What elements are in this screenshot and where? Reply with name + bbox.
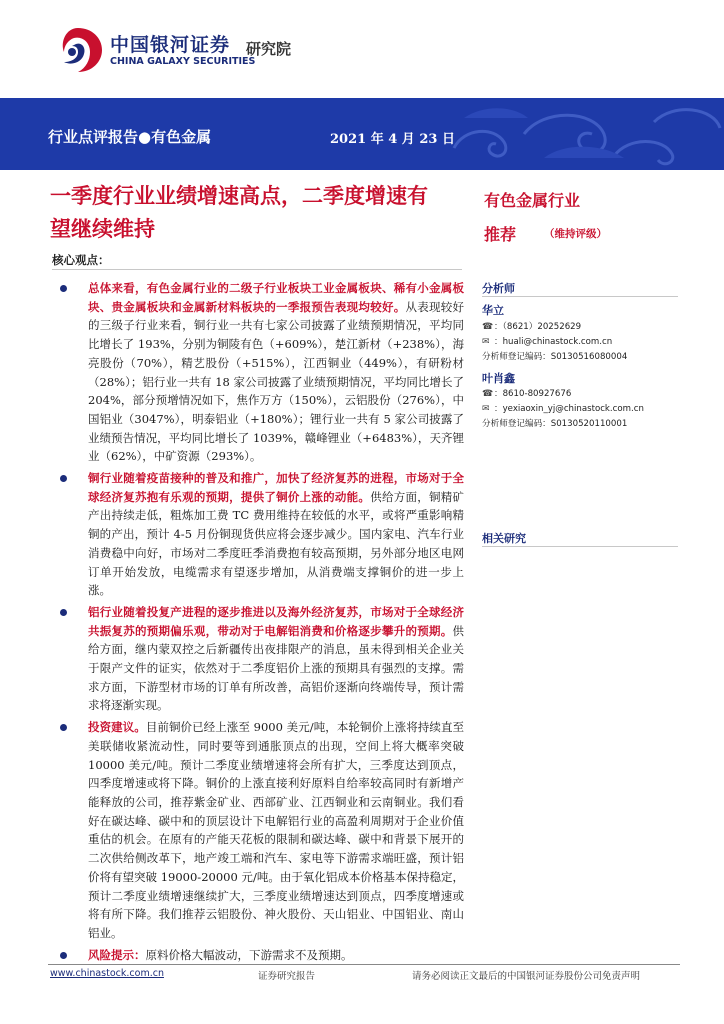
analyst-name: 叶肖鑫: [482, 372, 515, 385]
list-item: [60, 946, 464, 965]
core-views-label: 核心观点：: [52, 253, 110, 267]
bullet-highlight: 铝行业随着投复产进程的逐步推进以及海外经济复苏，市场对于全球经济共振复苏的预期偏乐观，带动对于电解铝消费和价格逐步攀升的预期。: [88, 604, 464, 638]
list-item: [60, 469, 464, 600]
phone-icon: ☎: [482, 322, 494, 332]
bullet-icon: [60, 285, 67, 292]
divider: [482, 546, 678, 547]
email-icon: ✉: [482, 337, 490, 347]
brand-name: 中国银河证券: [110, 34, 231, 56]
bullet-body: 从表现较好的三级子行业来看，铜行业一共有七家公司披露了业绩预期情况，平均同比增长了 193%，分别为铜陵有色（+609%），楚江新材（+238%），海亮股份（70%），精艺股份（+515%），江西铜业（449%），有研粉材（28%）；铝行业一共有 18 家公司披露了业绩预期情况，平均同比增长了 204%，部分预增情况如下，焦作万方（150%），云铝股份（276%），中国铝业（3047%），明泰铝业（+180%）；锂行业一共有 5 家公司披露了业绩预告情况，平均同比增长了 1039%，赣峰锂业（+6483%），天齐锂业（62%），中矿资源（293%）。: [88, 299, 465, 464]
bullet-icon: [60, 609, 67, 616]
analyst-phone: ☎：（8621）20252629: [482, 322, 582, 332]
analyst-name: 华立: [482, 304, 504, 317]
department-label: 研究院: [246, 40, 292, 58]
analyst-phone: ☎：8610-80927676: [482, 389, 572, 399]
bullet-highlight: 风险提示：: [88, 947, 146, 962]
galaxy-logo-icon: [52, 24, 104, 76]
brand-name-en: CHINA GALAXY SECURITIES: [110, 56, 256, 67]
analyst-email[interactable]: ✉ ：yexiaoxin_yj@chinastock.com.cn: [482, 404, 644, 414]
bullet-body: 供给方面，继内蒙双控之后新疆传出夜排限产的消息，虽未得到相关企业关于限产文件的证实，依然对于二季度铝价上涨的预期具有强烈的支撑。需求方面，下游型材市场的订单有所改善，高铝价逐渐向终端传导，预计需求将逐渐实现。: [88, 623, 464, 713]
divider: [482, 296, 678, 297]
footer-divider: [48, 964, 680, 965]
bullet-icon: [60, 475, 67, 482]
bullet-body: 目前铜价已经上涨至 9000 美元/吨，本轮铜价上涨将持续直至美联储收紧流动性，同时要等到通胀顶点的出现，空间上将大概率突破 10000 美元/吨。预计二季度业绩增速将会所有扩大，三季度达到顶点，四季度增速或将下降。铜价的上涨直接利好原料自给率较高同时有新增产能释放的公司，推荐紫金矿业、西部矿业、江西铜业和云南铜业。我们看好在碳达峰、碳中和的顶层设计下电解铝行业的高盈利周期对于企业价值重估的机会。在原有的产能天花板的限制和碳达峰、碳中和背景下展开的二次供给侧改革下，地产竣工端和汽车、家电等下游需求端旺盛，预计铝价将有望突破 19000-20000 元/吨。由于氧化铝成本价格基本保持稳定，预计二季度业绩增速继续扩大，三季度业绩增速达到顶点，四季度增速或将有所下降。我们推荐云铝股份、神火股份、天山铝业、中国铝业、南山铝业。: [88, 720, 465, 940]
list-item: [60, 718, 464, 942]
bullet-body: 原料价格大幅波动，下游需求不及预期。: [145, 947, 353, 962]
list-item: [60, 279, 464, 466]
bullet-icon: [60, 724, 67, 731]
bullet-body: 供给方面，铜精矿产出持续走低，粗炼加工费 TC 费用维持在较低的水平，或将严重影响精铜的产出，预计 4-5 月份铜现货供应将会逐步减少。国内家电、汽车行业消费稳中向好，市场对二季度旺季消费抱有较高预期，另外部分地区电网订单开始发放，电缆需求有望逐步增加，从消费端支撑铜价的进一步上涨。: [88, 489, 465, 598]
email-icon: ✉: [482, 404, 490, 414]
report-type: 行业点评报告●有色金属: [48, 128, 212, 146]
footer-report-label: 证券研究报告: [258, 971, 316, 982]
industry-label: 有色金属行业: [484, 191, 581, 210]
related-research-heading: 相关研究: [482, 532, 526, 545]
phone-icon: ☎: [482, 389, 494, 399]
list-item: [60, 603, 464, 715]
footer-disclaimer: 请务必阅读正文最后的中国银河证券股份公司免责声明: [412, 971, 641, 982]
analyst-registration: 分析师登记编码：S0130520110001: [482, 419, 628, 429]
bullet-highlight: 总体来看，有色金属行业的二级子行业板块工业金属板块、稀有小金属板块、贵金属板块和金属新材料板块的一季报预告表现均较好。: [88, 281, 464, 314]
core-views-list: [60, 279, 464, 967]
report-title: 一季度行业业绩增速高点，二季度增速有望继续维持: [50, 184, 428, 241]
bullet-icon: [60, 952, 67, 959]
footer-website-link[interactable]: www.chinastock.com.cn: [50, 968, 164, 979]
bullet-highlight: 投资建议。: [88, 720, 146, 735]
analyst-email[interactable]: ✉ ：huali@chinastock.com.cn: [482, 337, 613, 347]
report-date: 2021 年 4 月 23 日: [330, 132, 455, 147]
rating-note: （维持评级）: [544, 228, 607, 240]
cloud-pattern-icon: [424, 98, 724, 170]
analyst-registration: 分析师登记编码：S0130516080004: [482, 352, 628, 362]
rating-label: 推荐: [484, 225, 517, 244]
analysts-heading: 分析师: [482, 282, 515, 295]
bullet-highlight: 铜行业随着疫苗接种的普及和推广，加快了经济复苏的进程，市场对于全球经济复苏抱有乐观的预期，提供了铜价上涨的动能。: [88, 471, 464, 504]
divider: [52, 269, 462, 270]
